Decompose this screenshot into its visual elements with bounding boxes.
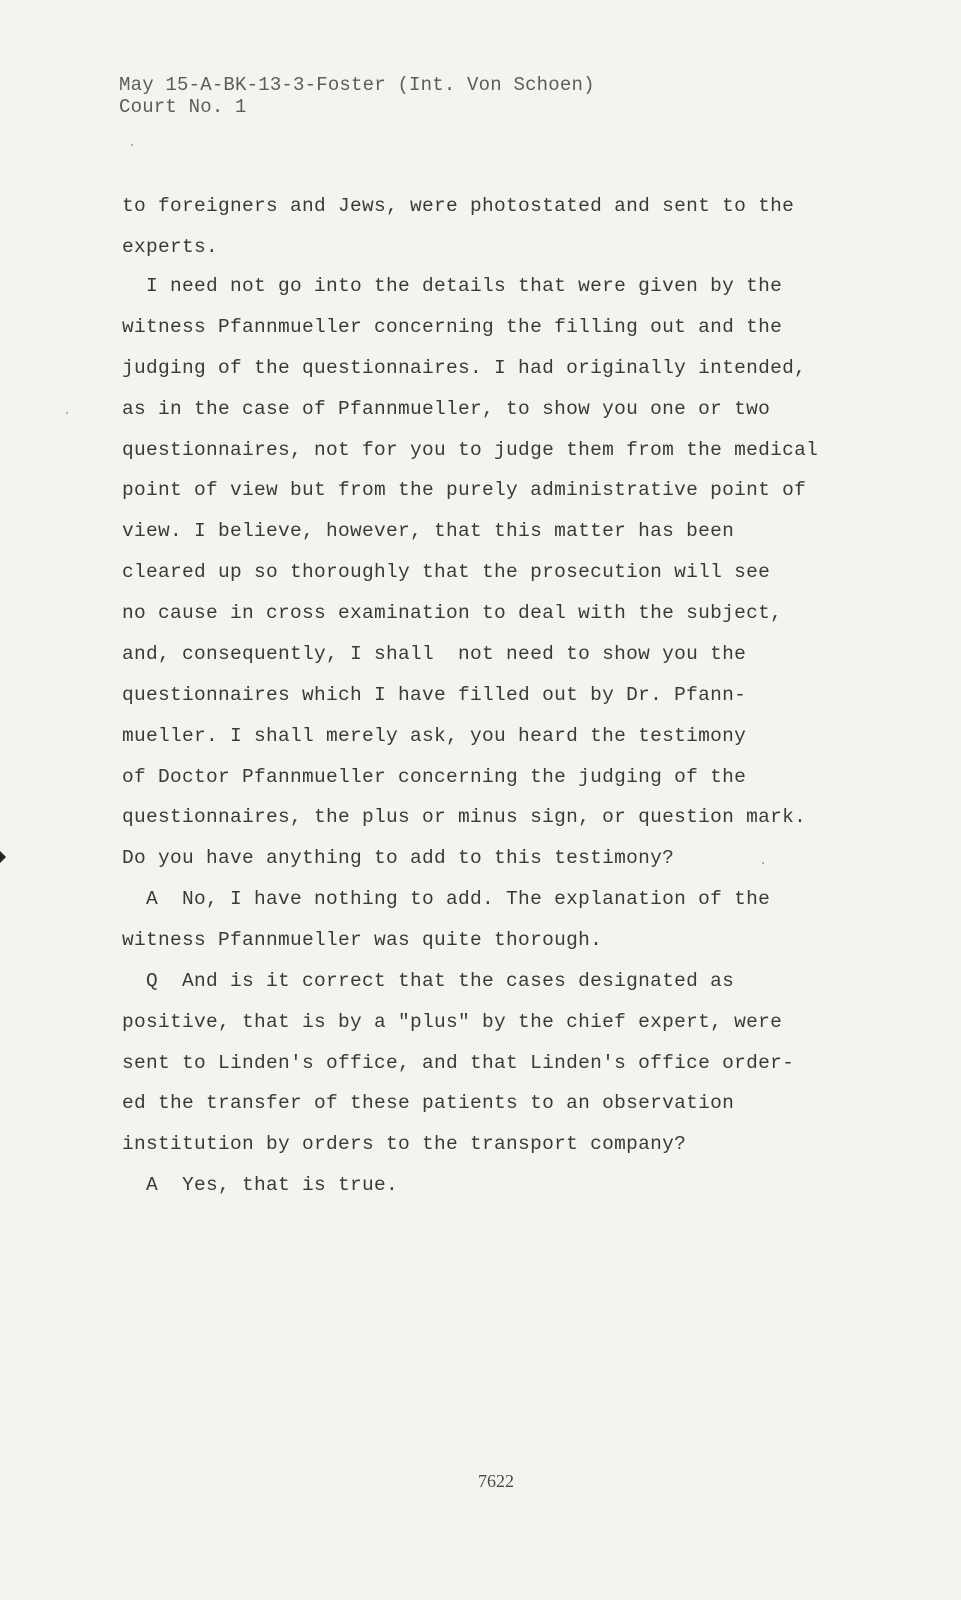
text-line: view. I believe, however, that this matter has been <box>122 520 735 542</box>
margin-arrow-mark <box>0 851 6 863</box>
text-line: questionnaires which I have filled out by Dr. Pfann- <box>122 684 747 706</box>
text-line: I need not go into the details that were given by the <box>122 275 783 297</box>
text-line: cleared up so thoroughly that the prosecution will see <box>122 561 771 583</box>
text-line: Do you have anything to add to this testimony? <box>122 847 675 869</box>
text-line: questionnaires, the plus or minus sign, or question mark. <box>122 806 807 828</box>
header-line-1: May 15-A-BK-13-3-Foster (Int. Von Schoen) <box>119 74 595 96</box>
text-line: and, consequently, I shall not need to show you the <box>122 643 747 665</box>
text-line: Q And is it correct that the cases designated as <box>122 970 735 992</box>
text-line: positive, that is by a "plus" by the chief expert, were <box>122 1011 783 1033</box>
text-line: sent to Linden's office, and that Linden's office order- <box>122 1052 795 1074</box>
text-line: mueller. I shall merely ask, you heard the testimony <box>122 725 747 747</box>
text-line: questionnaires, not for you to judge them from the medical <box>122 439 819 461</box>
text-line: A Yes, that is true. <box>122 1174 399 1196</box>
text-line: judging of the questionnaires. I had originally intended, <box>122 357 807 379</box>
text-line: no cause in cross examination to deal with the subject, <box>122 602 783 624</box>
text-line: of Doctor Pfannmueller concerning the judging of the <box>122 766 747 788</box>
paper-speck <box>66 412 68 414</box>
text-line: experts. <box>122 236 219 258</box>
paper-speck <box>131 144 133 146</box>
header-line-2: Court No. 1 <box>119 96 247 118</box>
text-line: A No, I have nothing to add. The explanation of the <box>122 888 771 910</box>
page-header <box>119 74 595 118</box>
text-line: ed the transfer of these patients to an observation <box>122 1092 735 1114</box>
text-line: point of view but from the purely administrative point of <box>122 479 807 501</box>
paper-speck <box>762 862 764 864</box>
text-line: institution by orders to the transport company? <box>122 1133 687 1155</box>
text-line: witness Pfannmueller concerning the filling out and the <box>122 316 783 338</box>
text-line: to foreigners and Jews, were photostated and sent to the <box>122 195 795 217</box>
text-line: witness Pfannmueller was quite thorough. <box>122 929 603 951</box>
text-line: as in the case of Pfannmueller, to show you one or two <box>122 398 771 420</box>
page-number: 7622 <box>478 1471 514 1491</box>
